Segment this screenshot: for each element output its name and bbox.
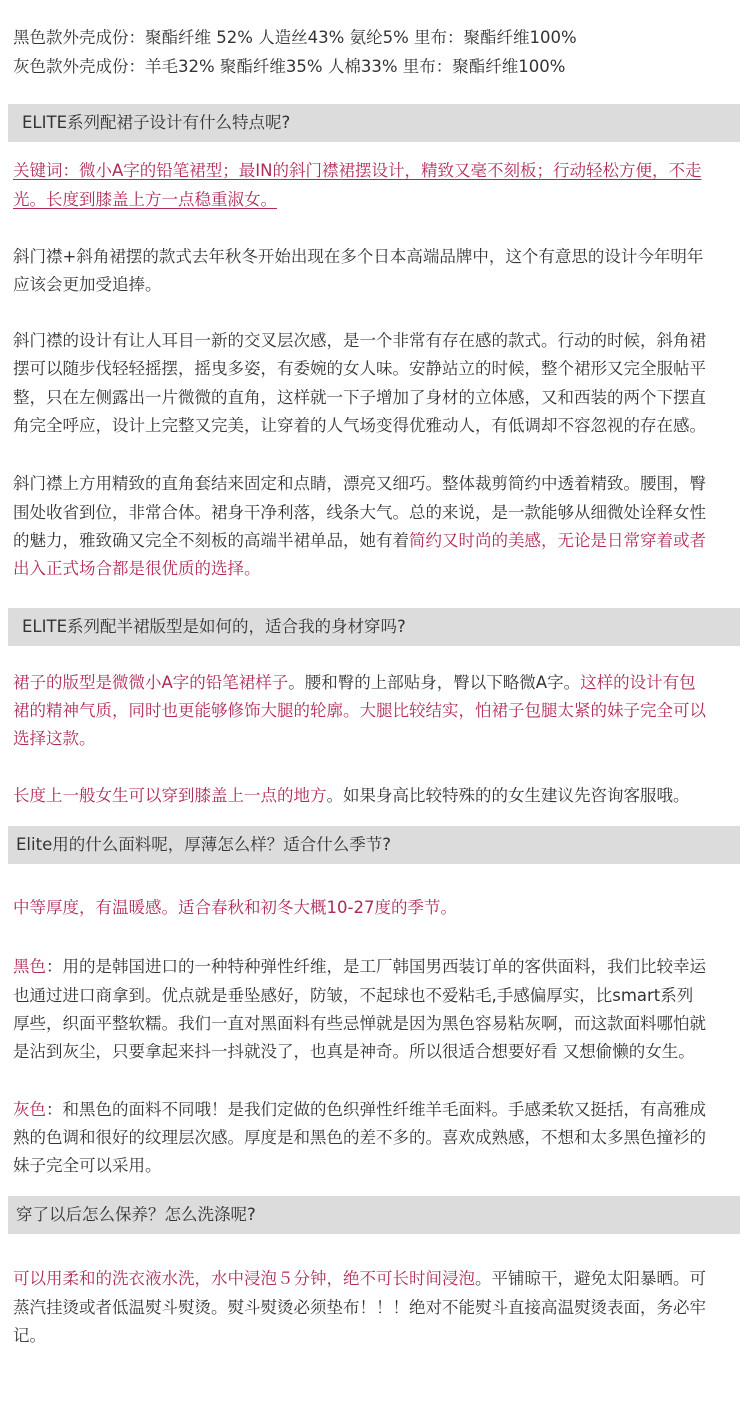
composition-black: 黑色款外壳成份：聚酯纤维 52% 人造丝43% 氨纶5% 里布：聚酯纤维100% (13, 28, 577, 47)
paragraph-line: 记。 (13, 1326, 46, 1345)
section-heading-care: 穿了以后怎么保养？怎么洗涤呢? (8, 1196, 740, 1234)
paragraph-line: 整，只在左侧露出一片微微的直角，这样就一下子增加了身材的立体感，又和西装的两个下摆直 (13, 388, 706, 407)
highlight-text: 裙子的版型是微微小A字的铅笔裙样子 (13, 673, 289, 692)
plain-text: ：用的是韩国进口的一种特种弹性纤维，是工厂韩国男西装订单的客供面料，我们比较幸运 (46, 957, 706, 976)
highlight-line: 中等厚度，有温暖感。适合春秋和初冬大概10-27度的季节。 (13, 898, 457, 917)
highlight-line: 出入正式场合都是很优质的选择。 (13, 559, 261, 578)
highlight-text: 这样的设计有包 (580, 673, 696, 692)
plain-text: 。腰和臀的上部贴身，臀以下略微A字。 (288, 673, 581, 692)
paragraph-line: 蒸汽挂烫或者低温熨斗熨烫。熨斗熨烫必须垫布！！！绝对不能熨斗直接高温熨烫表面，务必牢 (13, 1298, 706, 1317)
highlight-line: 选择这款。 (13, 729, 96, 748)
paragraph-line (13, 953, 737, 981)
paragraph-line: 角完全呼应，设计上完整又完美，让穿着的人气场变得优雅动人，有低调却不容忽视的存在感。 (13, 416, 706, 435)
fabric-label-black: 黑色 (13, 957, 46, 976)
fabric-label-gray: 灰色 (13, 1100, 46, 1119)
paragraph-line: 斜门襟的设计有让人耳目一新的交叉层次感，是一个非常有存在感的款式。行动的时候，斜角裙 (13, 331, 706, 350)
section-heading-fit: ELITE系列配半裙版型是如何的，适合我的身材穿吗? (8, 608, 740, 646)
paragraph-line (13, 527, 737, 555)
highlight-text: 长度上一般女生可以穿到膝盖上一点的地方 (13, 786, 327, 805)
keywords-line: 光。长度到膝盖上方一点稳重淑女。 (13, 190, 277, 209)
highlight-text: 可以用柔和的洗衣液水洗，水中浸泡５分钟，绝不可长时间浸泡 (13, 1269, 475, 1288)
composition-gray: 灰色款外壳成份：羊毛32% 聚酯纤维35% 人棉33% 里布：聚酯纤维100% (13, 57, 566, 76)
paragraph-line: 是沾到灰尘，只要拿起来抖一抖就没了，也真是神奇。所以很适合想要好看 又想偷懒的女生。 (13, 1042, 695, 1061)
paragraph-line: 熟的色调和很好的纹理层次感。厚度是和黑色的差不多的。喜欢成熟感，不想和太多黑色撞衫的 (13, 1128, 706, 1147)
plain-text: 。如果身高比较特殊的的女生建议先咨询客服哦。 (326, 786, 690, 805)
paragraph-line: 应该会更加受追捧。 (13, 275, 162, 294)
paragraph-line (13, 669, 737, 697)
plain-text: ：和黑色的面料不同哦！是我们定做的色织弹性纤维羊毛面料。手感柔软又挺括，有高雅成 (46, 1100, 706, 1119)
paragraph-line: 厚些，织面平整软糯。我们一直对黑面料有些忌惮就是因为黑色容易粘灰啊，而这款面料哪怕就 (13, 1014, 706, 1033)
paragraph-line: 也通过进口商拿到。优点就是垂坠感好，防皱，不起球也不爱粘毛,手感偏厚实，比smart系列 (13, 986, 694, 1005)
plain-text: 。平铺晾干，避免太阳暴晒。可 (475, 1269, 706, 1288)
paragraph-line: 摆可以随步伐轻轻摇摆，摇曳多姿，有委婉的女人味。安静站立的时候，整个裙形又完全服帖平 (13, 359, 706, 378)
plain-text: 的魅力，雅致确又完全不刻板的高端半裙单品，她有着 (13, 531, 409, 550)
section-heading-design: ELITE系列配裙子设计有什么特点呢? (8, 104, 740, 142)
highlight-line: 裙的精神气质，同时也更能够修饰大腿的轮廓。大腿比较结实，怕裙子包腿太紧的妹子完全可以 (13, 701, 706, 720)
paragraph-line: 斜门襟上方用精致的直角套结来固定和点睛，漂亮又细巧。整体裁剪简约中透着精致。腰围，臀 (13, 474, 706, 493)
highlight-text: 简约又时尚的美感，无论是日常穿着或者 (409, 531, 706, 550)
paragraph-line (13, 1265, 737, 1293)
paragraph-line: 斜门襟+斜角裙摆的款式去年秋冬开始出现在多个日本高端品牌中，这个有意思的设计今年明年 (13, 247, 704, 266)
section-heading-fabric: Elite用的什么面料呢，厚薄怎么样？适合什么季节? (8, 826, 740, 864)
paragraph-line (13, 1096, 737, 1124)
keywords-line: 关键词：微小A字的铅笔裙型；最IN的斜门襟裙摆设计，精致又毫不刻板；行动轻松方便，不走 (13, 161, 702, 180)
paragraph-line: 围处收省到位，非常合体。裙身干净利落，线条大气。总的来说，是一款能够从细微处诠释女性 (13, 503, 706, 522)
paragraph-line (13, 782, 737, 810)
paragraph-line: 妹子完全可以采用。 (13, 1156, 162, 1175)
